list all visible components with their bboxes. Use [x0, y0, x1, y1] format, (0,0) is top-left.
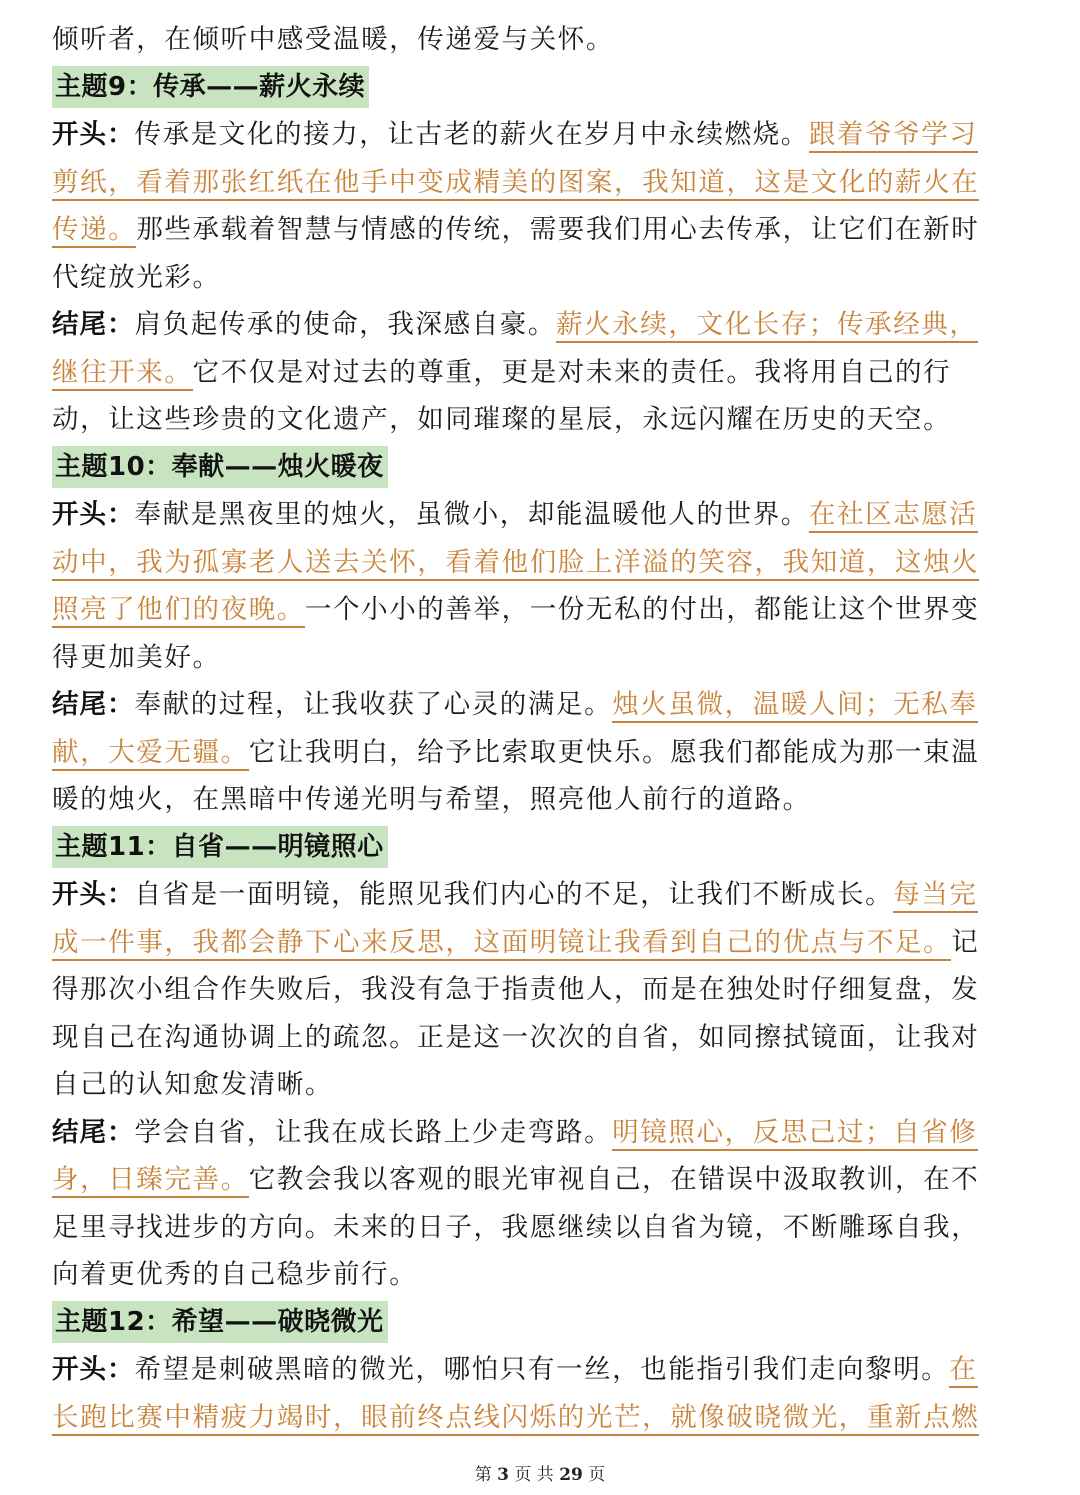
opening-paragraph-line	[52, 919, 1030, 967]
opening-paragraph-line	[52, 491, 1030, 539]
opening-paragraph-line	[52, 254, 1030, 302]
footer-suffix: 页	[588, 1465, 606, 1485]
opening-paragraph-line	[52, 634, 1030, 682]
ending-paragraph-line	[52, 1204, 1030, 1252]
body-text: 一个小小的善举，一份无私的付出，都能让这个世界变	[304, 594, 980, 625]
highlighted-quote: 在社区志愿活	[809, 499, 978, 533]
theme-section	[52, 824, 1030, 1299]
highlighted-quote: 薪火永续，文化长存；传承经典，	[556, 309, 978, 343]
ending-paragraph-line	[52, 1251, 1030, 1299]
body-text: 它教会我以客观的眼光审视自己，在错误中汲取教训，在不	[248, 1164, 980, 1195]
body-text: 自省是一面明镜，能照见我们内心的不足，让我们不断成长。	[134, 879, 894, 910]
opening-label: 开头：	[52, 1354, 135, 1385]
highlighted-quote: 烛火虽微，温暖人间；无私奉	[612, 689, 977, 723]
body-text: 那些承载着智慧与情感的传统，需要我们用心去传承，让它们在新时	[136, 214, 980, 245]
body-text: 足里寻找进步的方向。未来的日子，我愿继续以自省为镜，不断雕琢自我，	[52, 1211, 980, 1243]
theme-heading-row	[52, 64, 1030, 112]
highlighted-quote: 在	[949, 1354, 977, 1388]
ending-label: 结尾：	[52, 689, 135, 720]
theme-heading-row	[52, 824, 1030, 872]
body-text: 动，让这些珍贵的文化遗产，如同璀璨的星辰，永远闪耀在历史的天空。	[52, 404, 952, 435]
theme-section	[52, 444, 1030, 824]
page-footer	[0, 1460, 1080, 1485]
ending-paragraph-line	[52, 1156, 1030, 1204]
ending-paragraph-line	[52, 349, 1030, 397]
ending-paragraph-line	[52, 729, 1030, 777]
theme-heading-row	[52, 1299, 1030, 1347]
footer-prefix: 第	[474, 1465, 492, 1485]
body-text: 它不仅是对过去的尊重，更是对未来的责任。我将用自己的行	[192, 356, 952, 388]
opening-label: 开头：	[52, 119, 135, 150]
body-text: 奉献是黑夜里的烛火，虽微小，却能温暖他人的世界。	[134, 499, 809, 530]
theme-title: 主题11：自省——明镜照心	[52, 826, 388, 868]
highlighted-quote: 剪纸，看着那张红纸在他手中变成精美的图案，我知道，这是文化的薪火在	[52, 167, 979, 201]
opening-paragraph-line	[52, 871, 1030, 919]
highlighted-quote: 传递。	[52, 214, 136, 248]
ending-paragraph-line	[52, 1109, 1030, 1157]
highlighted-quote: 跟着爷爷学习	[809, 119, 978, 153]
body-text: 它让我明白，给予比索取更快乐。愿我们都能成为那一束温	[248, 736, 980, 768]
ending-paragraph-line	[52, 396, 1030, 444]
highlighted-quote: 照亮了他们的夜晚。	[52, 594, 305, 628]
theme-title: 主题9：传承——薪火永续	[52, 66, 369, 108]
highlighted-quote: 成一件事，我都会静下心来反思，这面明镜让我看到自己的优点与不足。	[52, 927, 951, 961]
ending-paragraph-line	[52, 776, 1030, 824]
ending-paragraph-line	[52, 301, 1030, 349]
opening-label: 开头：	[52, 499, 135, 530]
theme-title: 主题12：希望——破晓微光	[52, 1301, 388, 1343]
theme-title: 主题10：奉献——烛火暖夜	[52, 446, 388, 488]
opening-paragraph-line	[52, 111, 1030, 159]
highlighted-quote: 献，大爱无疆。	[52, 737, 249, 771]
opening-line: 倾听者，在倾听中感受温暖，传递爱与关怀。	[52, 24, 614, 55]
body-text: 得更加美好。	[52, 641, 221, 673]
ending-label: 结尾：	[52, 1116, 135, 1148]
footer-total-pages: 29	[559, 1465, 583, 1485]
highlighted-quote: 身，日臻完善。	[52, 1164, 249, 1198]
opening-paragraph-line	[52, 1394, 1030, 1442]
opening-paragraph-line	[52, 159, 1030, 207]
highlighted-quote: 每当完	[893, 879, 977, 913]
body-text: 得那次小组合作失败后，我没有急于指责他人，而是在独处时仔细复盘，发	[52, 974, 980, 1005]
theme-heading-row	[52, 444, 1030, 492]
body-text: 肩负起传承的使命，我深感自豪。	[134, 309, 556, 340]
body-text: 代绽放光彩。	[52, 261, 221, 293]
body-text: 暖的烛火，在黑暗中传递光明与希望，照亮他人前行的道路。	[52, 784, 811, 815]
ending-label: 结尾：	[52, 309, 135, 340]
opening-paragraph-line	[52, 966, 1030, 1014]
opening-paragraph-line	[52, 1061, 1030, 1109]
footer-mid: 页 共	[514, 1465, 554, 1485]
opening-paragraph-line	[52, 1014, 1030, 1062]
highlighted-quote: 继往开来。	[52, 357, 193, 391]
document-body	[52, 16, 1030, 1441]
highlighted-quote: 明镜照心，反思己过；自省修	[612, 1117, 977, 1151]
body-text: 希望是刺破黑暗的微光，哪怕只有一丝，也能指引我们走向黎明。	[134, 1354, 950, 1385]
opening-paragraph-line	[52, 206, 1030, 254]
opening-paragraph-line	[52, 539, 1030, 587]
highlighted-quote: 动中，我为孤寡老人送去关怀，看着他们脸上洋溢的笑容，我知道，这烛火	[52, 547, 979, 581]
body-text: 传承是文化的接力，让古老的薪火在岁月中永续燃烧。	[134, 119, 809, 150]
theme-section	[52, 1299, 1030, 1442]
highlighted-quote: 长跑比赛中精疲力竭时，眼前终点线闪烁的光芒，就像破晓微光，重新点燃	[52, 1402, 979, 1436]
ending-paragraph-line	[52, 681, 1030, 729]
opening-paragraph-line	[52, 586, 1030, 634]
opening-paragraph-line	[52, 1346, 1030, 1394]
theme-list	[52, 64, 1030, 1442]
body-text: 现自己在沟通协调上的疏忽。正是这一次次的自省，如同擦拭镜面，让我对	[52, 1021, 980, 1053]
body-text: 自己的认知愈发清晰。	[52, 1069, 333, 1100]
theme-section	[52, 64, 1030, 444]
body-text: 奉献的过程，让我收获了心灵的满足。	[134, 689, 613, 720]
body-text: 向着更优秀的自己稳步前行。	[52, 1259, 418, 1290]
body-text: 学会自省，让我在成长路上少走弯路。	[134, 1116, 613, 1148]
footer-page-number: 3	[497, 1465, 509, 1485]
body-text: 记	[951, 926, 980, 958]
opening-label: 开头：	[52, 879, 135, 910]
